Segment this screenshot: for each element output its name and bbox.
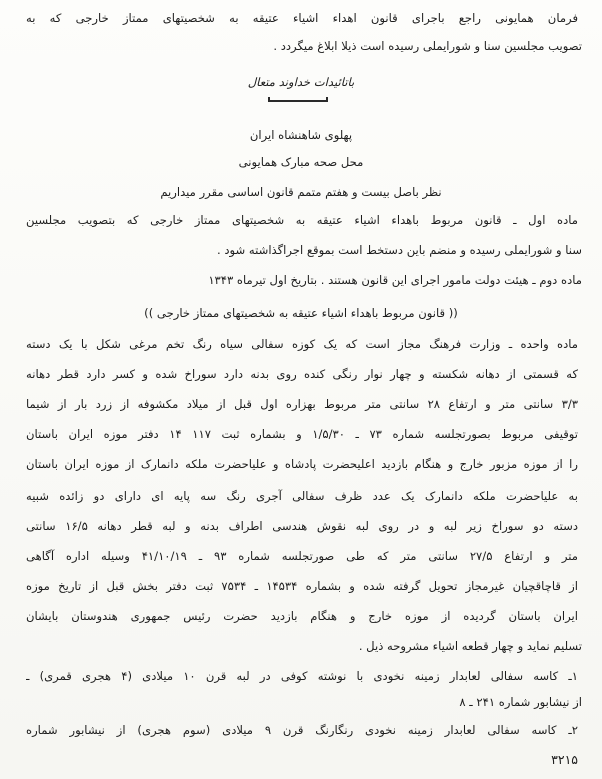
article-1-line-1: ماده اول ـ قانون مربوط باهداء اشیاء عتیقه به شخصیتهای ممتاز خارجی که بتصویب مجلسین bbox=[26, 213, 578, 227]
body-line: متر و ارتفاع ۲۷/۵ سانتی متر که طی صورتجلسه شماره ۹۳ ـ ۴۱/۱۰/۱۹ وسیله اداره آگاهی bbox=[26, 549, 578, 563]
body-line: توقیفی مربوط بصورتجلسه شماره ۷۳ ـ ۱/۵/۳۰ و بشماره ثبت ۱۱۷ ۱۴ دفتر موزه ایران باستان bbox=[26, 427, 578, 441]
item-1-line-2: از نیشابور شماره ۲۴۱ ـ ۸ bbox=[459, 695, 582, 709]
header-line-1: فرمان همایونی راجع باجرای قانون اهداء اشیاء عتیقه به شخصیتهای ممتاز خارجی که به bbox=[26, 11, 578, 25]
enactment-line: نظر باصل بیست و هفتم متمم قانون اساسی مقرر میداریم bbox=[160, 185, 442, 199]
body-line: ایران باستان گردیده از موزه خارج و هنگام بازدید حضرت رئیس جمهوری هندوستان بایشان bbox=[26, 609, 578, 623]
body-line: دسته دو سوراخ زیر لبه و در روی لبه نقوش هندسی اطراف بدنه و لبه قطر دهانه ۱۶/۵ سانتی bbox=[26, 519, 578, 533]
body-line: از قاچاقچیان غیرمجاز تحویل گرفته شده و بشماره ۱۴۵۳۴ ـ ۷۵۳۴ ثبت دفتر بخش قبل از تاریخ موزه bbox=[26, 579, 578, 593]
body-line: ماده واحده ـ وزارت فرهنگ مجاز است که یک کوزه سفالی سیاه رنگ تخم مرغی شکل با یک دسته bbox=[26, 337, 578, 351]
seal-label: محل صحه مبارک همایونی bbox=[238, 155, 364, 169]
article-1-line-2: سنا و شورایملی رسیده و منضم باین دستخط است بموقع اجراگذاشته شود . bbox=[216, 243, 582, 257]
page-number: ۳۲۱۵ bbox=[551, 752, 578, 767]
monarch-title: پهلوی شاهنشاه ایران bbox=[249, 128, 353, 142]
header-line-2: تصویب مجلسین سنا و شورایملی رسیده است ذیلا ابلاغ میگردد . bbox=[273, 39, 582, 53]
body-line: را از موزه مزبور خارج و هنگام بازدید اعلیحضرت پادشاه و علیاحضرت ملکه دانمارک از موزه ایران باستان bbox=[26, 457, 578, 471]
body-line: به علیاحضرت ملکه دانمارک یک عدد ظرف سفالی آجری رنگ سه پایه ای دارای دو زائده شبیه bbox=[26, 489, 578, 503]
law-title: (( قانون مربوط باهداء اشیاء عتیقه به شخصیتهای ممتاز خارجی )) bbox=[144, 306, 458, 320]
body-line: ۳/۳ سانتی متر و ارتفاع ۲۸ سانتی متر مربوط بهزاره اول قبل از میلاد مکشوفه از زرد بار از شیما bbox=[26, 397, 578, 411]
item-2-line: ۲ـ کاسه سفالی لعابدار زمینه نخودی رنگارنگ قرن ۹ میلادی (سوم هجری) از نیشابور شماره bbox=[26, 723, 578, 737]
article-2: ماده دوم ـ هیئت دولت مامور اجرای این قانون هستند . بتاریخ اول تیرماه ۱۳۴۳ bbox=[208, 273, 582, 287]
invocation: باتائیدات خداوند متعال bbox=[247, 75, 355, 89]
body-line: که قسمتی از دهانه شکسته و چهار نوار رنگی کنده روی بدنه دارد سوراخ شده و کسر دارد قطر دهانه bbox=[26, 367, 578, 381]
body-line: تسلیم نماید و چهار قطعه اشیاء مشروحه ذیل . bbox=[358, 639, 582, 653]
item-1-line-1: ۱ـ کاسه سفالی لعابدار زمینه نخودی با نوشته کوفی در لبه قرن ۱۰ میلادی (۴ هجری قمری) ـ bbox=[26, 669, 578, 683]
decorative-rule bbox=[268, 100, 328, 102]
